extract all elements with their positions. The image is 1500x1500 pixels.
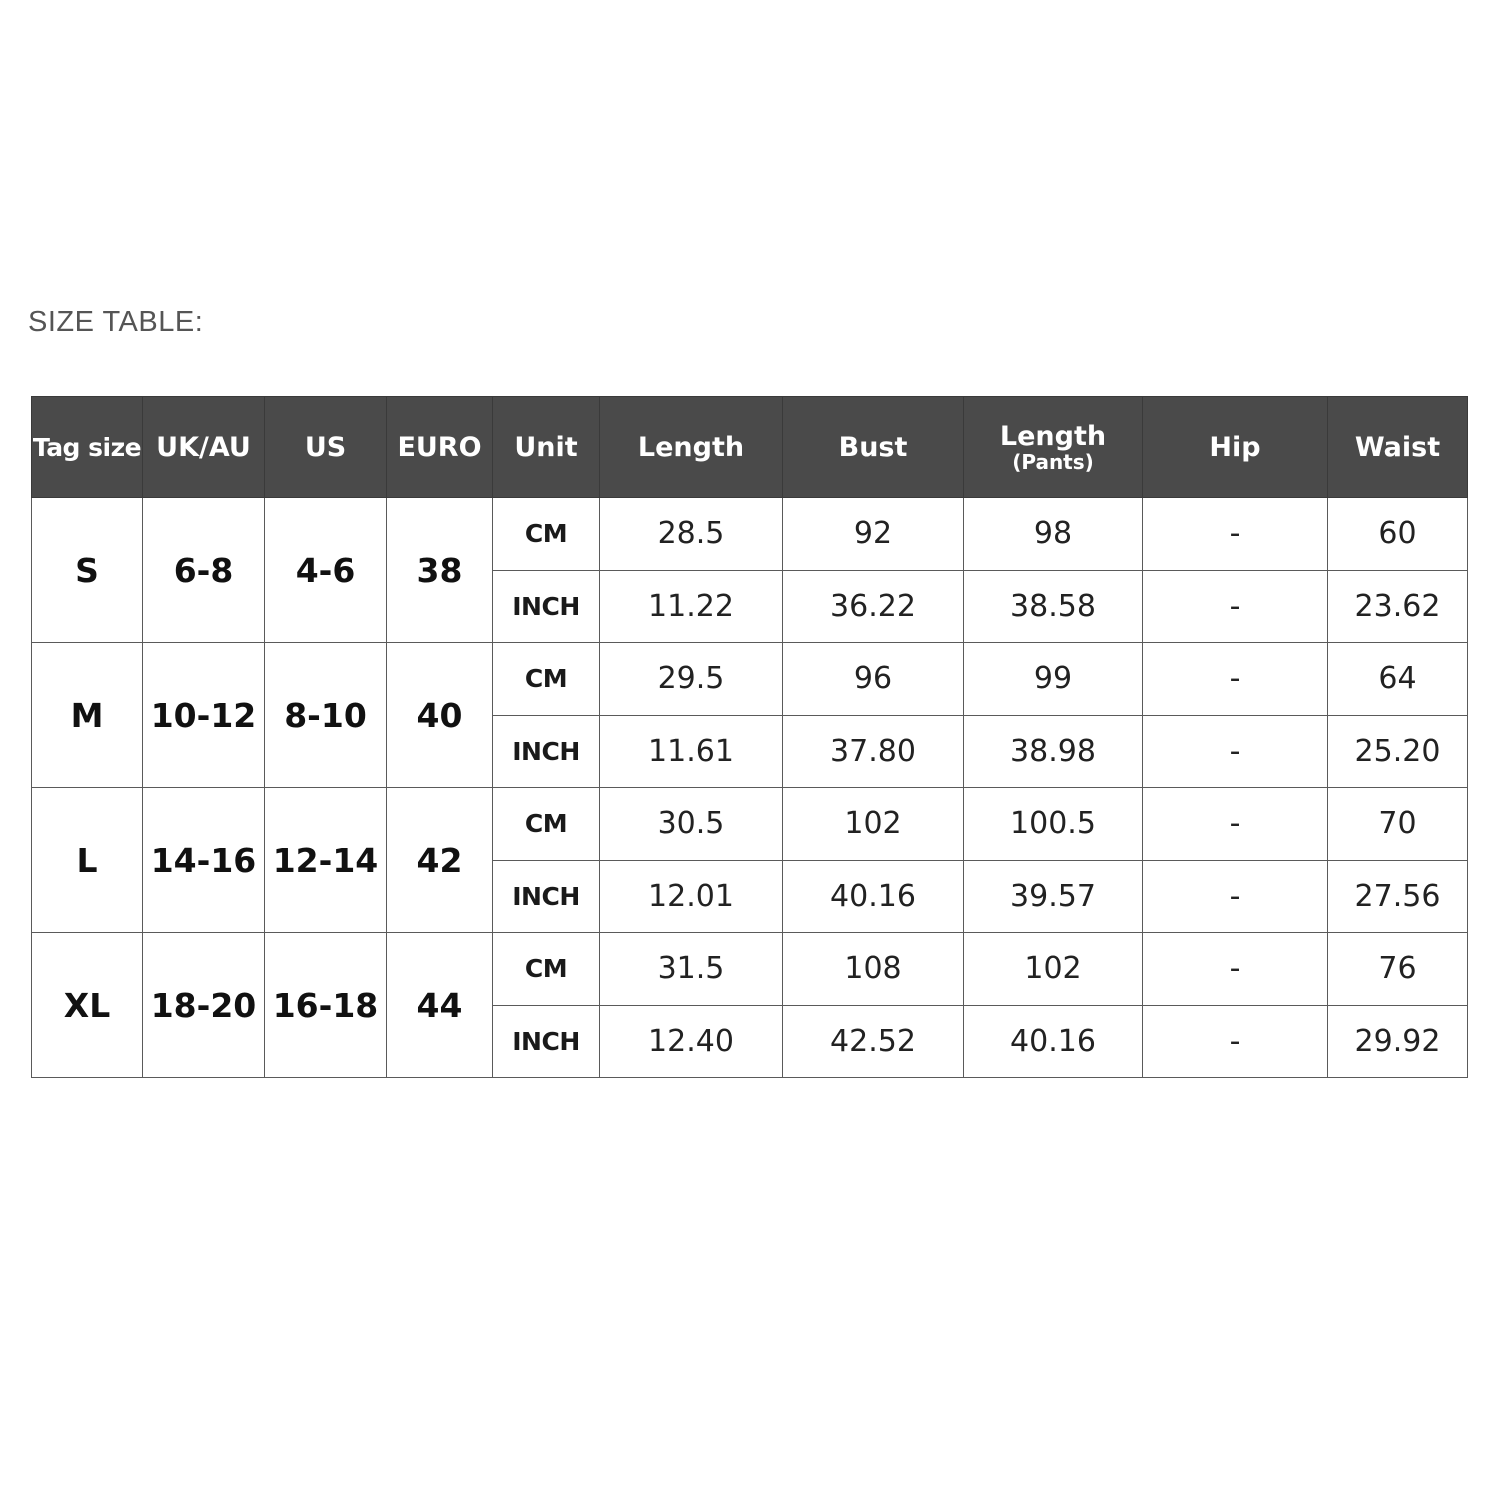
- tag-size-cell: L: [32, 788, 143, 933]
- bust-cell: 37.80: [783, 715, 964, 788]
- header-tag-size: Tag size: [32, 397, 143, 498]
- hip-cell: -: [1143, 933, 1328, 1006]
- header-unit: Unit: [493, 397, 600, 498]
- length-cell: 11.61: [600, 715, 783, 788]
- page-title: SIZE TABLE:: [28, 306, 204, 338]
- euro-cell: 44: [387, 933, 493, 1078]
- us-cell: 12-14: [265, 788, 387, 933]
- bust-cell: 40.16: [783, 860, 964, 933]
- uk-au-cell: 18-20: [143, 933, 265, 1078]
- length-pants-cell: 99: [964, 643, 1143, 716]
- waist-cell: 27.56: [1328, 860, 1468, 933]
- header-euro: EURO: [387, 397, 493, 498]
- table-row: [32, 643, 1468, 716]
- bust-cell: 92: [783, 498, 964, 571]
- us-cell: 8-10: [265, 643, 387, 788]
- header-uk-au: UK/AU: [143, 397, 265, 498]
- length-cell: 30.5: [600, 788, 783, 861]
- header-us: US: [265, 397, 387, 498]
- unit-cell: INCH: [493, 860, 600, 933]
- size-table: [31, 396, 1468, 1078]
- length-pants-cell: 100.5: [964, 788, 1143, 861]
- length-pants-cell: 38.58: [964, 570, 1143, 643]
- us-cell: 4-6: [265, 498, 387, 643]
- waist-cell: 70: [1328, 788, 1468, 861]
- hip-cell: -: [1143, 498, 1328, 571]
- header-hip: Hip: [1143, 397, 1328, 498]
- unit-cell: CM: [493, 498, 600, 571]
- hip-cell: -: [1143, 570, 1328, 643]
- euro-cell: 38: [387, 498, 493, 643]
- length-pants-cell: 102: [964, 933, 1143, 1006]
- length-cell: 31.5: [600, 933, 783, 1006]
- hip-cell: -: [1143, 1005, 1328, 1078]
- tag-size-cell: XL: [32, 933, 143, 1078]
- length-pants-cell: 39.57: [964, 860, 1143, 933]
- length-pants-cell: 98: [964, 498, 1143, 571]
- header-length: Length: [600, 397, 783, 498]
- table-row: [32, 498, 1468, 571]
- header-length-pants-sub: (Pants): [1012, 450, 1094, 474]
- header-bust: Bust: [783, 397, 964, 498]
- table-row: [32, 933, 1468, 1006]
- header-length-pants: [964, 397, 1143, 498]
- waist-cell: 23.62: [1328, 570, 1468, 643]
- tag-size-cell: S: [32, 498, 143, 643]
- unit-cell: CM: [493, 933, 600, 1006]
- hip-cell: -: [1143, 788, 1328, 861]
- tag-size-cell: M: [32, 643, 143, 788]
- length-cell: 12.01: [600, 860, 783, 933]
- bust-cell: 42.52: [783, 1005, 964, 1078]
- unit-cell: INCH: [493, 570, 600, 643]
- length-cell: 12.40: [600, 1005, 783, 1078]
- bust-cell: 108: [783, 933, 964, 1006]
- bust-cell: 36.22: [783, 570, 964, 643]
- unit-cell: INCH: [493, 715, 600, 788]
- length-cell: 11.22: [600, 570, 783, 643]
- unit-cell: INCH: [493, 1005, 600, 1078]
- waist-cell: 60: [1328, 498, 1468, 571]
- header-waist: Waist: [1328, 397, 1468, 498]
- hip-cell: -: [1143, 643, 1328, 716]
- bust-cell: 102: [783, 788, 964, 861]
- length-cell: 29.5: [600, 643, 783, 716]
- length-cell: 28.5: [600, 498, 783, 571]
- header-row: [32, 397, 1468, 498]
- us-cell: 16-18: [265, 933, 387, 1078]
- uk-au-cell: 6-8: [143, 498, 265, 643]
- length-pants-cell: 38.98: [964, 715, 1143, 788]
- unit-cell: CM: [493, 643, 600, 716]
- length-pants-cell: 40.16: [964, 1005, 1143, 1078]
- table-row: [32, 788, 1468, 861]
- unit-cell: CM: [493, 788, 600, 861]
- header-length-pants-label: Length: [999, 421, 1107, 452]
- waist-cell: 29.92: [1328, 1005, 1468, 1078]
- uk-au-cell: 14-16: [143, 788, 265, 933]
- hip-cell: -: [1143, 715, 1328, 788]
- bust-cell: 96: [783, 643, 964, 716]
- hip-cell: -: [1143, 860, 1328, 933]
- waist-cell: 64: [1328, 643, 1468, 716]
- uk-au-cell: 10-12: [143, 643, 265, 788]
- euro-cell: 42: [387, 788, 493, 933]
- waist-cell: 25.20: [1328, 715, 1468, 788]
- euro-cell: 40: [387, 643, 493, 788]
- waist-cell: 76: [1328, 933, 1468, 1006]
